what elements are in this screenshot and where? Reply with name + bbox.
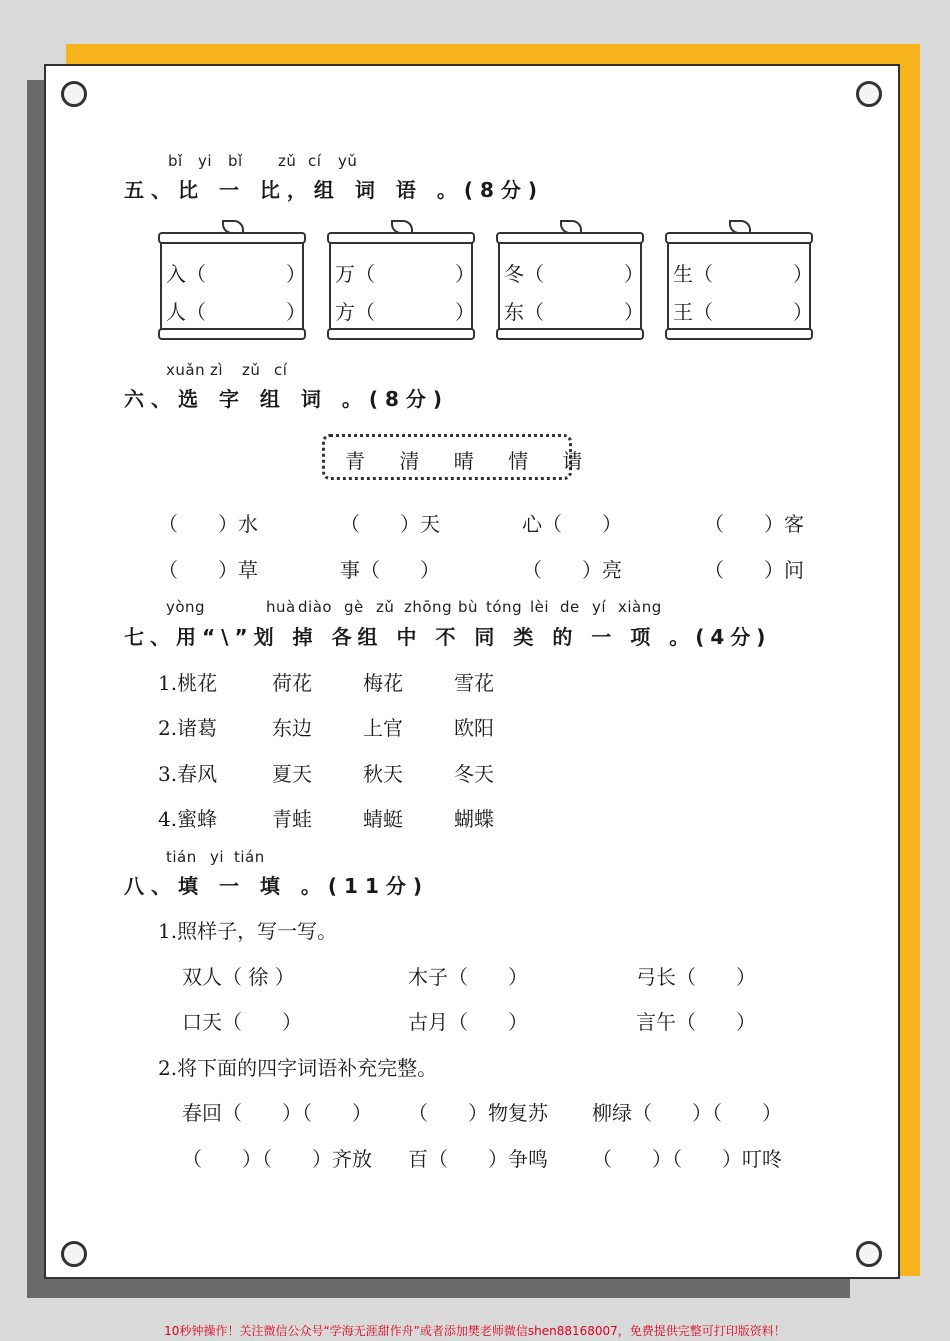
- pinyin: diào: [298, 598, 333, 616]
- fill-item[interactable]: （ ）（ ）叮咚: [592, 1147, 782, 1171]
- pinyin: yi: [210, 848, 225, 866]
- group-item[interactable]: 夏天: [272, 762, 312, 786]
- pinyin: yǔ: [338, 152, 358, 170]
- leaf-icon: [391, 220, 413, 234]
- hole-bottom-left: [61, 1241, 87, 1267]
- pinyin: gè: [344, 598, 364, 616]
- answer-line[interactable]: 东（ ）: [504, 300, 644, 324]
- hole-bottom-right: [856, 1241, 882, 1267]
- fill-item[interactable]: 柳绿（ ）（ ）: [592, 1101, 782, 1125]
- section-6-heading: 六、选 字 组 词 。(8分): [124, 387, 450, 411]
- leaf-icon: [222, 220, 244, 234]
- group-item[interactable]: 荷花: [272, 671, 312, 695]
- answer-line[interactable]: 人（ ）: [166, 300, 306, 324]
- fill-item[interactable]: 弓长（ ）: [636, 965, 756, 989]
- group-item[interactable]: 上官: [363, 716, 403, 740]
- group-item[interactable]: 1.桃花: [158, 671, 218, 695]
- pinyin: bǐ: [168, 152, 183, 170]
- answer-line[interactable]: 冬（ ）: [504, 262, 644, 286]
- answer-line[interactable]: 方（ ）: [335, 300, 475, 324]
- pinyin: zǔ: [242, 361, 261, 379]
- pinyin: yòng: [166, 598, 206, 616]
- pinyin: bǐ: [228, 152, 243, 170]
- fill-item[interactable]: 古月（ ）: [408, 1010, 528, 1034]
- fill-item[interactable]: 口天（ ）: [182, 1010, 302, 1034]
- pinyin: cí: [308, 152, 322, 170]
- pinyin: tián: [166, 848, 197, 866]
- pinyin: bù: [458, 598, 479, 616]
- section-8-heading: 八、填 一 填 。(11分): [124, 874, 430, 898]
- group-item[interactable]: 4.蜜蜂: [158, 807, 218, 831]
- compare-box-1: [160, 236, 304, 336]
- section-7-heading: 七、用“\”划 掉 各组 中 不 同 类 的 一 项 。(4分): [124, 625, 772, 649]
- fill-item[interactable]: （ ）客: [704, 512, 804, 536]
- pinyin: zì: [210, 361, 224, 379]
- answer-line[interactable]: 生（ ）: [673, 262, 813, 286]
- pinyin: de: [560, 598, 580, 616]
- answer-line[interactable]: 万（ ）: [335, 262, 475, 286]
- group-item[interactable]: 雪花: [454, 671, 494, 695]
- pinyin: cí: [274, 361, 288, 379]
- fill-item[interactable]: （ ）问: [704, 558, 804, 582]
- group-item[interactable]: 青蛙: [272, 807, 312, 831]
- group-item[interactable]: 秋天: [363, 762, 403, 786]
- compare-box-2: [329, 236, 473, 336]
- hole-top-right: [856, 81, 882, 107]
- pinyin: yí: [592, 598, 607, 616]
- pinyin: lèi: [530, 598, 550, 616]
- group-item[interactable]: 3.春风: [158, 762, 218, 786]
- character-choice-box: [322, 434, 597, 480]
- fill-item[interactable]: （ ）水: [158, 512, 258, 536]
- section-5-heading: 五、比 一 比，组 词 语 。(8分): [124, 178, 545, 202]
- pinyin: xiàng: [618, 598, 662, 616]
- question-2: 2.将下面的四字词语补充完整。: [158, 1056, 438, 1080]
- fill-item[interactable]: （ ）物复苏: [408, 1101, 548, 1125]
- leaf-icon: [560, 220, 582, 234]
- fill-item[interactable]: （ ）（ ）齐放: [182, 1147, 372, 1171]
- pinyin: yi: [198, 152, 213, 170]
- compare-box-3: [498, 236, 642, 336]
- group-item[interactable]: 东边: [272, 716, 312, 740]
- hole-top-left: [61, 81, 87, 107]
- group-item[interactable]: 欧阳: [454, 716, 494, 740]
- fill-item[interactable]: （ ）草: [158, 558, 258, 582]
- fill-item[interactable]: 百（ ）争鸣: [408, 1147, 548, 1171]
- group-item[interactable]: 蜻蜓: [363, 807, 403, 831]
- answer-line[interactable]: 王（ ）: [673, 300, 813, 324]
- fill-item[interactable]: （ ）亮: [522, 558, 622, 582]
- fill-item[interactable]: 双人（ 徐 ）: [182, 965, 295, 989]
- group-item[interactable]: 冬天: [454, 762, 494, 786]
- fill-item[interactable]: 事（ ）: [340, 558, 440, 582]
- fill-item[interactable]: 木子（ ）: [408, 965, 528, 989]
- footer-notice: 10秒钟操作！关注微信公众号“学海无涯甜作舟”或者添加樊老师微信shen88168007，免费提供完整可打印版资料！: [164, 1324, 786, 1338]
- pinyin: huà: [266, 598, 296, 616]
- compare-box-4: [667, 236, 811, 336]
- fill-item[interactable]: 春回（ ）（ ）: [182, 1101, 372, 1125]
- group-item[interactable]: 2.诸葛: [158, 716, 218, 740]
- pinyin: tóng: [486, 598, 523, 616]
- group-item[interactable]: 梅花: [363, 671, 403, 695]
- fill-item[interactable]: （ ）天: [340, 512, 440, 536]
- worksheet-paper: [44, 64, 900, 1279]
- question-1: 1.照样子，写一写。: [158, 919, 338, 943]
- answer-line[interactable]: 入（ ）: [166, 262, 306, 286]
- pinyin: zǔ: [376, 598, 395, 616]
- character-choices: 青 清 晴 情 请: [345, 449, 597, 473]
- group-item[interactable]: 蝴蝶: [454, 807, 494, 831]
- pinyin: zhōng: [404, 598, 453, 616]
- leaf-icon: [729, 220, 751, 234]
- pinyin: zǔ: [278, 152, 297, 170]
- pinyin: xuǎn: [166, 361, 206, 379]
- fill-item[interactable]: 心（ ）: [522, 512, 622, 536]
- pinyin: tián: [234, 848, 265, 866]
- fill-item[interactable]: 言午（ ）: [636, 1010, 756, 1034]
